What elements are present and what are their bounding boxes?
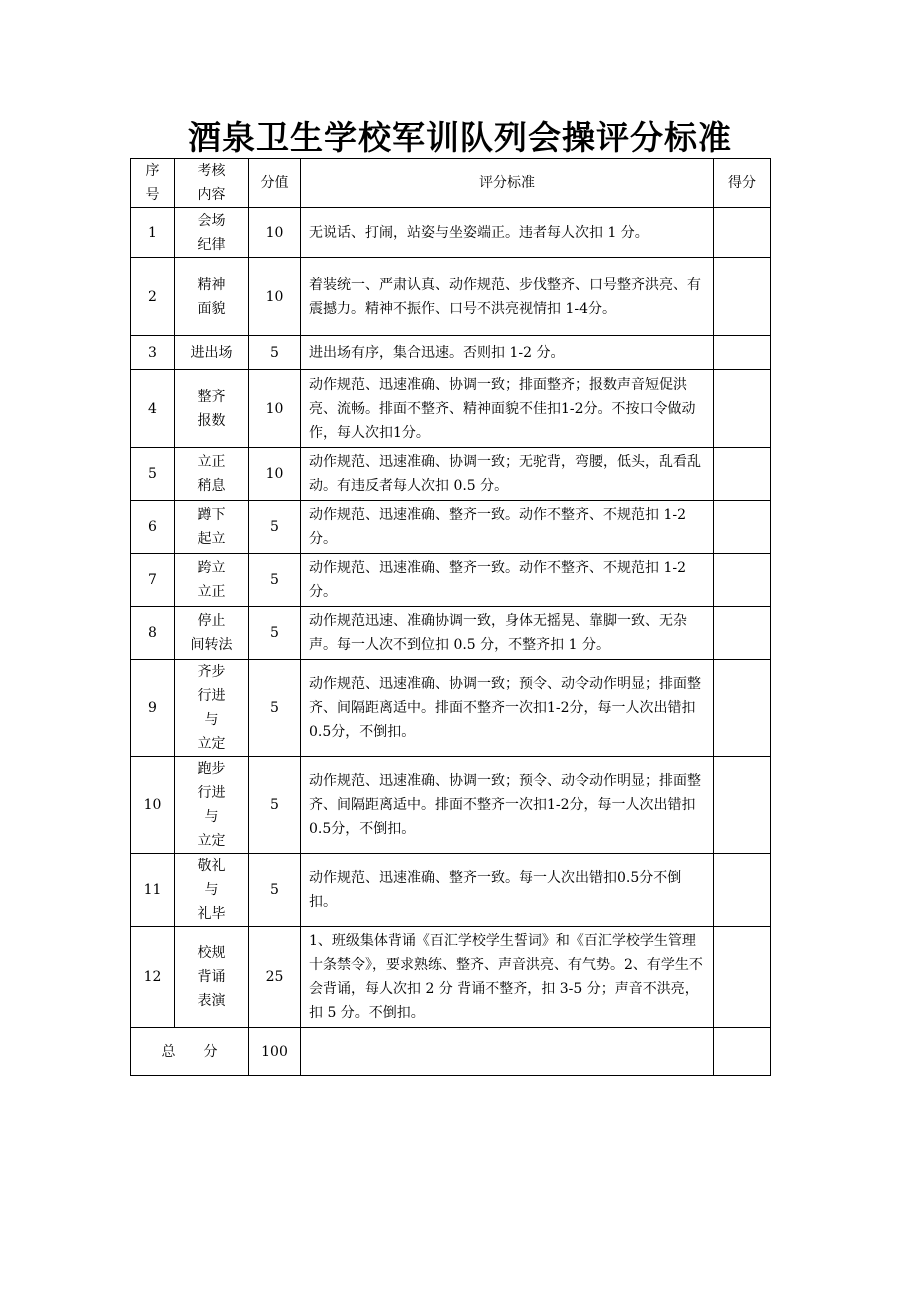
scoring-table bbox=[130, 158, 771, 1076]
row-standard: 无说话、打闹，站姿与坐姿端正。违者每人次扣 1 分。 bbox=[301, 208, 714, 258]
row-score: 5 bbox=[249, 757, 301, 854]
row-standard: 1、班级集体背诵《百汇学校学生誓词》和《百汇学校学生管理十条禁令》，要求熟练、整齐、声音洪亮、有气势。2、有学生不会背诵，每人次扣 2 分 背诵不整齐，扣 3-5 分；声音不洪亮，扣 5 分。不倒扣。 bbox=[301, 927, 714, 1028]
row-item-line: 面貌 bbox=[197, 300, 226, 317]
header-row bbox=[131, 159, 771, 208]
row-item-line: 间转法 bbox=[190, 637, 233, 653]
row-item-line: 起立 bbox=[197, 531, 226, 547]
row-got-cell[interactable] bbox=[714, 370, 771, 448]
table-row bbox=[131, 854, 771, 927]
header-item: 考核 内容 bbox=[175, 159, 249, 208]
table-row bbox=[131, 501, 771, 554]
row-item-line: 整齐 bbox=[197, 388, 226, 405]
row-item-line: 立正 bbox=[197, 454, 226, 470]
row-item bbox=[175, 554, 249, 607]
row-score: 5 bbox=[249, 336, 301, 370]
row-score: 5 bbox=[249, 607, 301, 660]
table-row bbox=[131, 258, 771, 336]
row-item-line: 纪律 bbox=[197, 236, 226, 253]
row-standard: 动作规范、迅速准确、协调一致；无驼背，弯腰，低头，乱看乱动。有违反者每人次扣 0.5 分。 bbox=[301, 448, 714, 501]
row-number: 2 bbox=[131, 258, 175, 336]
table-row bbox=[131, 757, 771, 854]
row-number: 1 bbox=[131, 208, 175, 258]
row-item bbox=[175, 854, 249, 927]
table-row bbox=[131, 336, 771, 370]
header-standard: 评分标准 bbox=[301, 159, 714, 208]
total-row bbox=[131, 1028, 771, 1076]
row-number: 9 bbox=[131, 660, 175, 757]
row-standard: 进出场有序，集合迅速。否则扣 1-2 分。 bbox=[301, 336, 714, 370]
row-item bbox=[175, 927, 249, 1028]
row-item-line: 校规 bbox=[197, 945, 226, 961]
row-got-cell[interactable] bbox=[714, 336, 771, 370]
row-item bbox=[175, 757, 249, 854]
row-got-cell[interactable] bbox=[714, 607, 771, 660]
row-score: 5 bbox=[249, 660, 301, 757]
row-standard: 动作规范、迅速准确、整齐一致。每一人次出错扣0.5分不倒扣。 bbox=[301, 854, 714, 927]
row-item bbox=[175, 660, 249, 757]
row-item-line: 礼毕 bbox=[197, 906, 226, 922]
row-number: 11 bbox=[131, 854, 175, 927]
row-score: 10 bbox=[249, 370, 301, 448]
row-got-cell[interactable] bbox=[714, 258, 771, 336]
row-item bbox=[175, 448, 249, 501]
row-standard: 着装统一、严肃认真、动作规范、步伐整齐、口号整齐洪亮、有震撼力。精神不振作、口号不洪亮视情扣 1-4分。 bbox=[301, 258, 714, 336]
row-score: 5 bbox=[249, 501, 301, 554]
row-item bbox=[175, 607, 249, 660]
row-got-cell[interactable] bbox=[714, 660, 771, 757]
row-got-cell[interactable] bbox=[714, 757, 771, 854]
row-standard: 动作规范迅速、准确协调一致，身体无摇晃、靠脚一致、无杂声。每一人次不到位扣 0.5 分，不整齐扣 1 分。 bbox=[301, 607, 714, 660]
row-got-cell[interactable] bbox=[714, 448, 771, 501]
row-item-line: 立定 bbox=[197, 833, 226, 849]
page-title: 酒泉卫生学校军训队列会操评分标准 bbox=[188, 118, 732, 157]
row-got-cell[interactable] bbox=[714, 927, 771, 1028]
row-number: 6 bbox=[131, 501, 175, 554]
row-standard: 动作规范、迅速准确、整齐一致。动作不整齐、不规范扣 1-2 分。 bbox=[301, 501, 714, 554]
table-row bbox=[131, 208, 771, 258]
row-score: 10 bbox=[249, 208, 301, 258]
row-item-line: 立正 bbox=[197, 584, 226, 600]
row-item-line: 与 bbox=[204, 712, 219, 728]
row-standard: 动作规范、迅速准确、协调一致；排面整齐；报数声音短促洪亮、流畅。排面不整齐、精神面貌不佳扣1-2分。不按口令做动作，每人次扣1分。 bbox=[301, 370, 714, 448]
row-item-line: 跨立 bbox=[197, 560, 226, 576]
row-score: 10 bbox=[249, 448, 301, 501]
row-number: 5 bbox=[131, 448, 175, 501]
row-got-cell[interactable] bbox=[714, 554, 771, 607]
row-item-line: 蹲下 bbox=[197, 507, 226, 523]
row-item-line: 跑步 bbox=[197, 761, 226, 777]
row-item-line: 背诵 bbox=[197, 969, 226, 985]
header-seq: 序 号 bbox=[131, 159, 175, 208]
row-item-line: 稍息 bbox=[197, 478, 226, 494]
total-standard-cell bbox=[301, 1028, 714, 1076]
header-got: 得分 bbox=[714, 159, 771, 208]
row-item-line: 立定 bbox=[197, 736, 226, 752]
row-number: 10 bbox=[131, 757, 175, 854]
total-got-cell[interactable] bbox=[714, 1028, 771, 1076]
row-standard: 动作规范、迅速准确、整齐一致。动作不整齐、不规范扣 1-2 分。 bbox=[301, 554, 714, 607]
row-item-line: 表演 bbox=[197, 993, 226, 1009]
row-item bbox=[175, 208, 249, 258]
row-score: 25 bbox=[249, 927, 301, 1028]
row-item bbox=[175, 336, 249, 370]
row-item-line: 与 bbox=[204, 809, 219, 825]
header-score: 分值 bbox=[249, 159, 301, 208]
row-item-line: 行进 bbox=[197, 688, 226, 704]
table-row bbox=[131, 448, 771, 501]
row-item-line: 会场 bbox=[197, 212, 226, 229]
row-got-cell[interactable] bbox=[714, 501, 771, 554]
row-number: 7 bbox=[131, 554, 175, 607]
table-row bbox=[131, 927, 771, 1028]
row-item-line: 进出场 bbox=[190, 344, 233, 361]
row-item-line: 停止 bbox=[197, 613, 226, 629]
table-row bbox=[131, 607, 771, 660]
row-got-cell[interactable] bbox=[714, 854, 771, 927]
row-score: 10 bbox=[249, 258, 301, 336]
row-number: 3 bbox=[131, 336, 175, 370]
row-item-line: 与 bbox=[204, 882, 219, 898]
row-item bbox=[175, 501, 249, 554]
table-row bbox=[131, 554, 771, 607]
row-standard: 动作规范、迅速准确、协调一致；预令、动令动作明显；排面整齐、间隔距离适中。排面不整齐一次扣1-2分，每一人次出错扣0.5分，不倒扣。 bbox=[301, 660, 714, 757]
row-number: 12 bbox=[131, 927, 175, 1028]
row-score: 5 bbox=[249, 554, 301, 607]
row-item-line: 行进 bbox=[197, 785, 226, 801]
total-label: 总 分 bbox=[131, 1028, 249, 1076]
row-item bbox=[175, 370, 249, 448]
row-item-line: 报数 bbox=[197, 412, 226, 429]
row-item-line: 精神 bbox=[197, 276, 226, 293]
row-got-cell[interactable] bbox=[714, 208, 771, 258]
row-score: 5 bbox=[249, 854, 301, 927]
row-number: 4 bbox=[131, 370, 175, 448]
table-row bbox=[131, 370, 771, 448]
row-item-line: 敬礼 bbox=[197, 858, 226, 874]
row-number: 8 bbox=[131, 607, 175, 660]
total-score: 100 bbox=[249, 1028, 301, 1076]
row-standard: 动作规范、迅速准确、协调一致；预令、动令动作明显；排面整齐、间隔距离适中。排面不整齐一次扣1-2分，每一人次出错扣0.5分，不倒扣。 bbox=[301, 757, 714, 854]
row-item-line: 齐步 bbox=[197, 664, 226, 680]
table-row bbox=[131, 660, 771, 757]
row-item bbox=[175, 258, 249, 336]
